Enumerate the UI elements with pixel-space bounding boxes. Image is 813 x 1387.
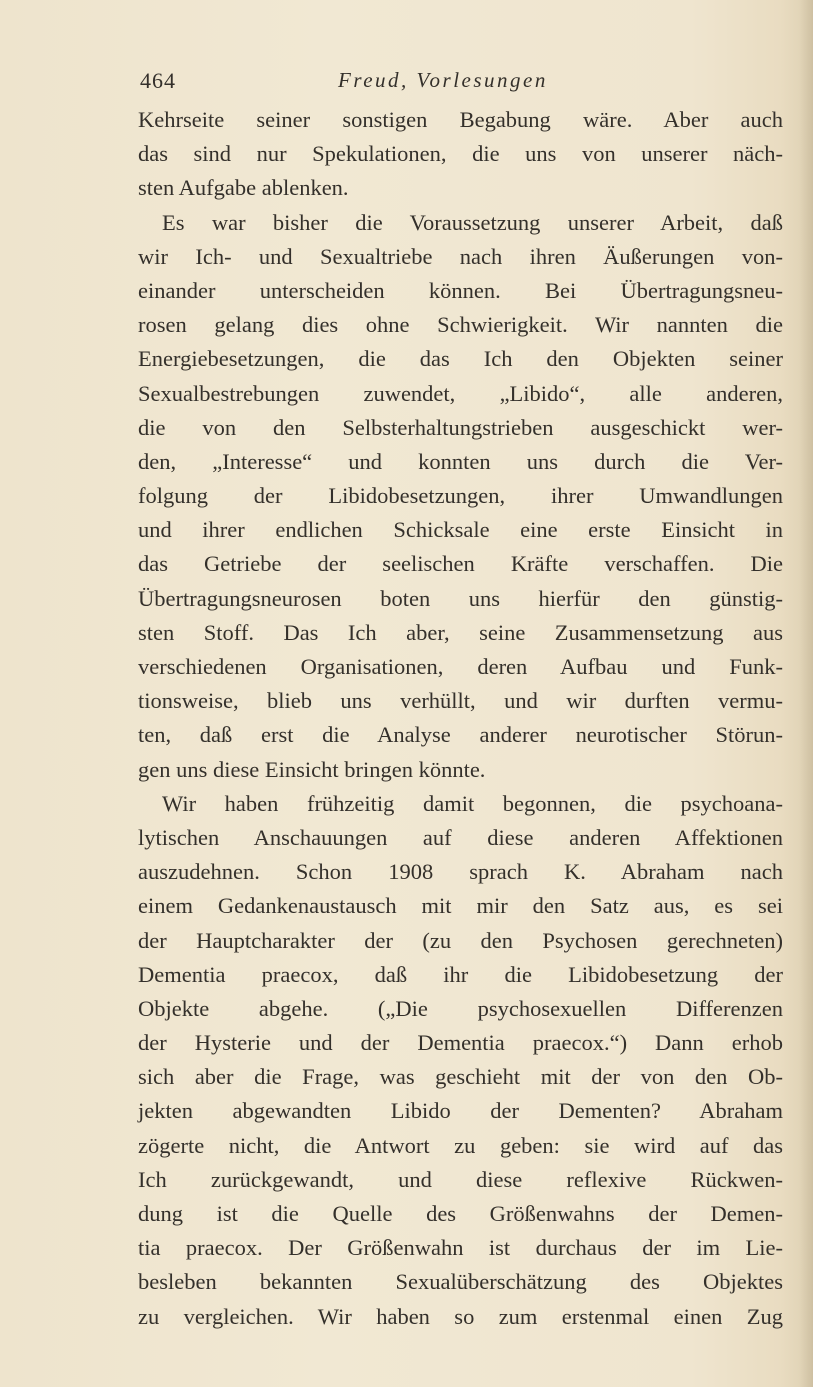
- text-line: Wir haben frühzeitig damit begonnen, die psychoana-: [162, 790, 783, 816]
- text-line: lytischen Anschauungen auf diese anderen Affektionen: [138, 824, 783, 850]
- page-number: 464: [140, 68, 176, 93]
- text-line: das sind nur Spekulationen, die uns von unserer näch-: [138, 141, 783, 167]
- text-line: Ich zurückgewandt, und diese reflexive Rückwen-: [138, 1166, 783, 1192]
- text-line: ten, daß erst die Analyse anderer neurotischer Störun-: [138, 722, 783, 748]
- text-line: verschiedenen Organisationen, deren Aufbau und Funk-: [138, 654, 783, 679]
- text-line: gen uns diese Einsicht bringen könnte.: [138, 756, 486, 782]
- text-line: sten Aufgabe ablenken.: [138, 175, 349, 201]
- text-line: besleben bekannten Sexualüberschätzung des Objektes: [138, 1269, 783, 1295]
- text-line: dung ist die Quelle des Größenwahns der Demen-: [138, 1201, 783, 1226]
- text-line: Sexualbestrebungen zuwendet, „Libido“, alle anderen,: [138, 380, 783, 406]
- page-edge-shadow: [799, 0, 813, 1387]
- text-line: den, „Interesse“ und konnten uns durch die Ver-: [138, 448, 783, 474]
- page-header: [140, 68, 780, 98]
- text-line: Kehrseite seiner sonstigen Begabung wäre. Aber auch: [138, 107, 783, 132]
- text-line: einem Gedankenaustausch mit mir den Satz aus, es sei: [138, 893, 783, 919]
- text-line: der Hysterie und der Dementia praecox.“) Dann erhob: [138, 1030, 783, 1056]
- text-line: tionsweise, blieb uns verhüllt, und wir durften vermu-: [138, 688, 783, 714]
- text-line: wir Ich- und Sexualtriebe nach ihren Äußerungen von-: [138, 243, 783, 269]
- text-line: Energiebesetzungen, die das Ich den Objekten seiner: [138, 346, 783, 372]
- text-line: sich aber die Frage, was geschieht mit der von den Ob-: [138, 1064, 783, 1090]
- text-line: folgung der Libidobesetzungen, ihrer Umwandlungen: [138, 483, 783, 509]
- running-title: Freud, Vorlesungen: [338, 68, 548, 92]
- text-line: Übertragungsneurosen boten uns hierfür den günstig-: [138, 585, 783, 611]
- text-line: Dementia praecox, daß ihr die Libidobesetzung der: [138, 961, 783, 987]
- text-line: der Hauptcharakter der (zu den Psychosen gerechneten): [138, 927, 783, 953]
- text-line: rosen gelang dies ohne Schwierigkeit. Wir nannten die: [138, 312, 783, 338]
- text-line: zögerte nicht, die Antwort zu geben: sie wird auf das: [138, 1132, 783, 1158]
- text-line: sten Stoff. Das Ich aber, seine Zusammensetzung aus: [138, 619, 783, 645]
- text-line: und ihrer endlichen Schicksale eine erste Einsicht in: [138, 517, 783, 543]
- text-line: einander unterscheiden können. Bei Übertragungsneu-: [138, 277, 783, 303]
- text-line: Objekte abgehe. („Die psychosexuellen Differenzen: [138, 995, 783, 1021]
- text-line: das Getriebe der seelischen Kräfte verschaffen. Die: [138, 551, 783, 577]
- text-line: tia praecox. Der Größenwahn ist durchaus der im Lie-: [138, 1235, 783, 1261]
- body-text: [138, 103, 783, 1334]
- text-line: zu vergleichen. Wir haben so zum erstenmal einen Zug: [138, 1303, 783, 1329]
- text-line: jekten abgewandten Libido der Dementen? Abraham: [138, 1098, 783, 1124]
- text-line: Es war bisher die Voraussetzung unserer Arbeit, daß: [162, 209, 783, 235]
- text-line: die von den Selbsterhaltungstrieben ausgeschickt wer-: [138, 414, 783, 440]
- text-line: auszudehnen. Schon 1908 sprach K. Abraham nach: [138, 859, 783, 885]
